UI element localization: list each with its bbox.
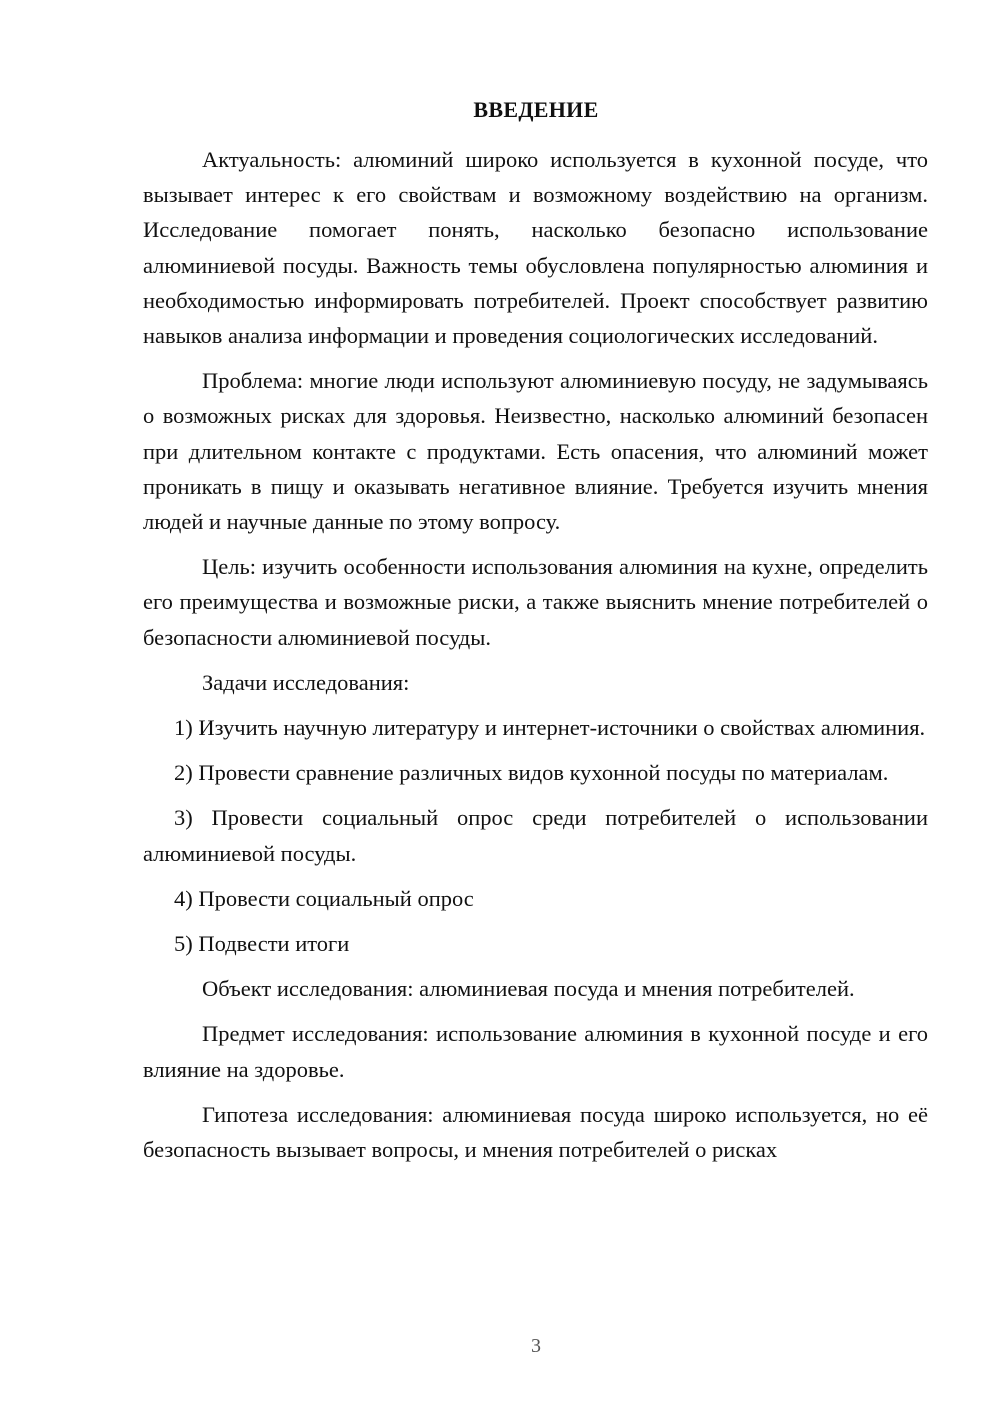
paragraph-goal: Цель: изучить особенности использования алюминия на кухне, определить его преимущества и возможные риски, а также выяснить мнение потребителей о безопасности алюминиевой посуды. xyxy=(143,554,928,650)
page-title: ВВЕДЕНИЕ xyxy=(473,97,599,122)
paragraph-subject: Предмет исследования: использование алюминия в кухонной посуде и его влияние на здоровье. xyxy=(143,1021,928,1082)
list-item: 1) Изучить научную литературу и интернет-источники о свойствах алюминия. xyxy=(174,715,926,741)
list-item: 2) Провести сравнение различных видов кухонной посуды по материалам. xyxy=(174,760,889,786)
paragraph-hypothesis: Гипотеза исследования: алюминиевая посуда широко используется, но её безопасность вызывает вопросы, и мнения потребителей о рисках xyxy=(143,1101,928,1163)
page-number: 3 xyxy=(531,1335,541,1357)
list-item: 4) Провести социальный опрос xyxy=(174,885,474,911)
list-item: 3) Провести социальный опрос среди потребителей о использовании алюминиевой посуды. xyxy=(143,805,928,866)
paragraph-problem: Проблема: многие люди используют алюминиевую посуду, не задумываясь о возможных рисках для здоровья. Неизвестно, насколько алюминий безопасен при длительном контакте с продуктами. Есть опасения, что алюминий может проникать в пищу и оказывать негативное влияние. Требуется изучить мнения людей и научные данные по этому вопросу. xyxy=(143,368,928,535)
paragraph-relevance: Актуальность: алюминий широко используется в кухонной посуде, что вызывает интерес к его свойствам и возможному воздействию на организм. Исследование помогает понять, насколько безопасно использование алюминиевой посуды. Важность темы обусловлена популярностью алюминия и необходимостью информировать потребителей. Проект способствует развитию навыков анализа информации и проведения социологических исследований. xyxy=(143,147,928,349)
paragraph-object: Объект исследования: алюминиевая посуда и мнения потребителей. xyxy=(202,976,855,1002)
document-body xyxy=(143,142,928,1167)
list-item: 5) Подвести итоги xyxy=(174,931,350,957)
tasks-title: Задачи исследования: xyxy=(202,669,410,695)
